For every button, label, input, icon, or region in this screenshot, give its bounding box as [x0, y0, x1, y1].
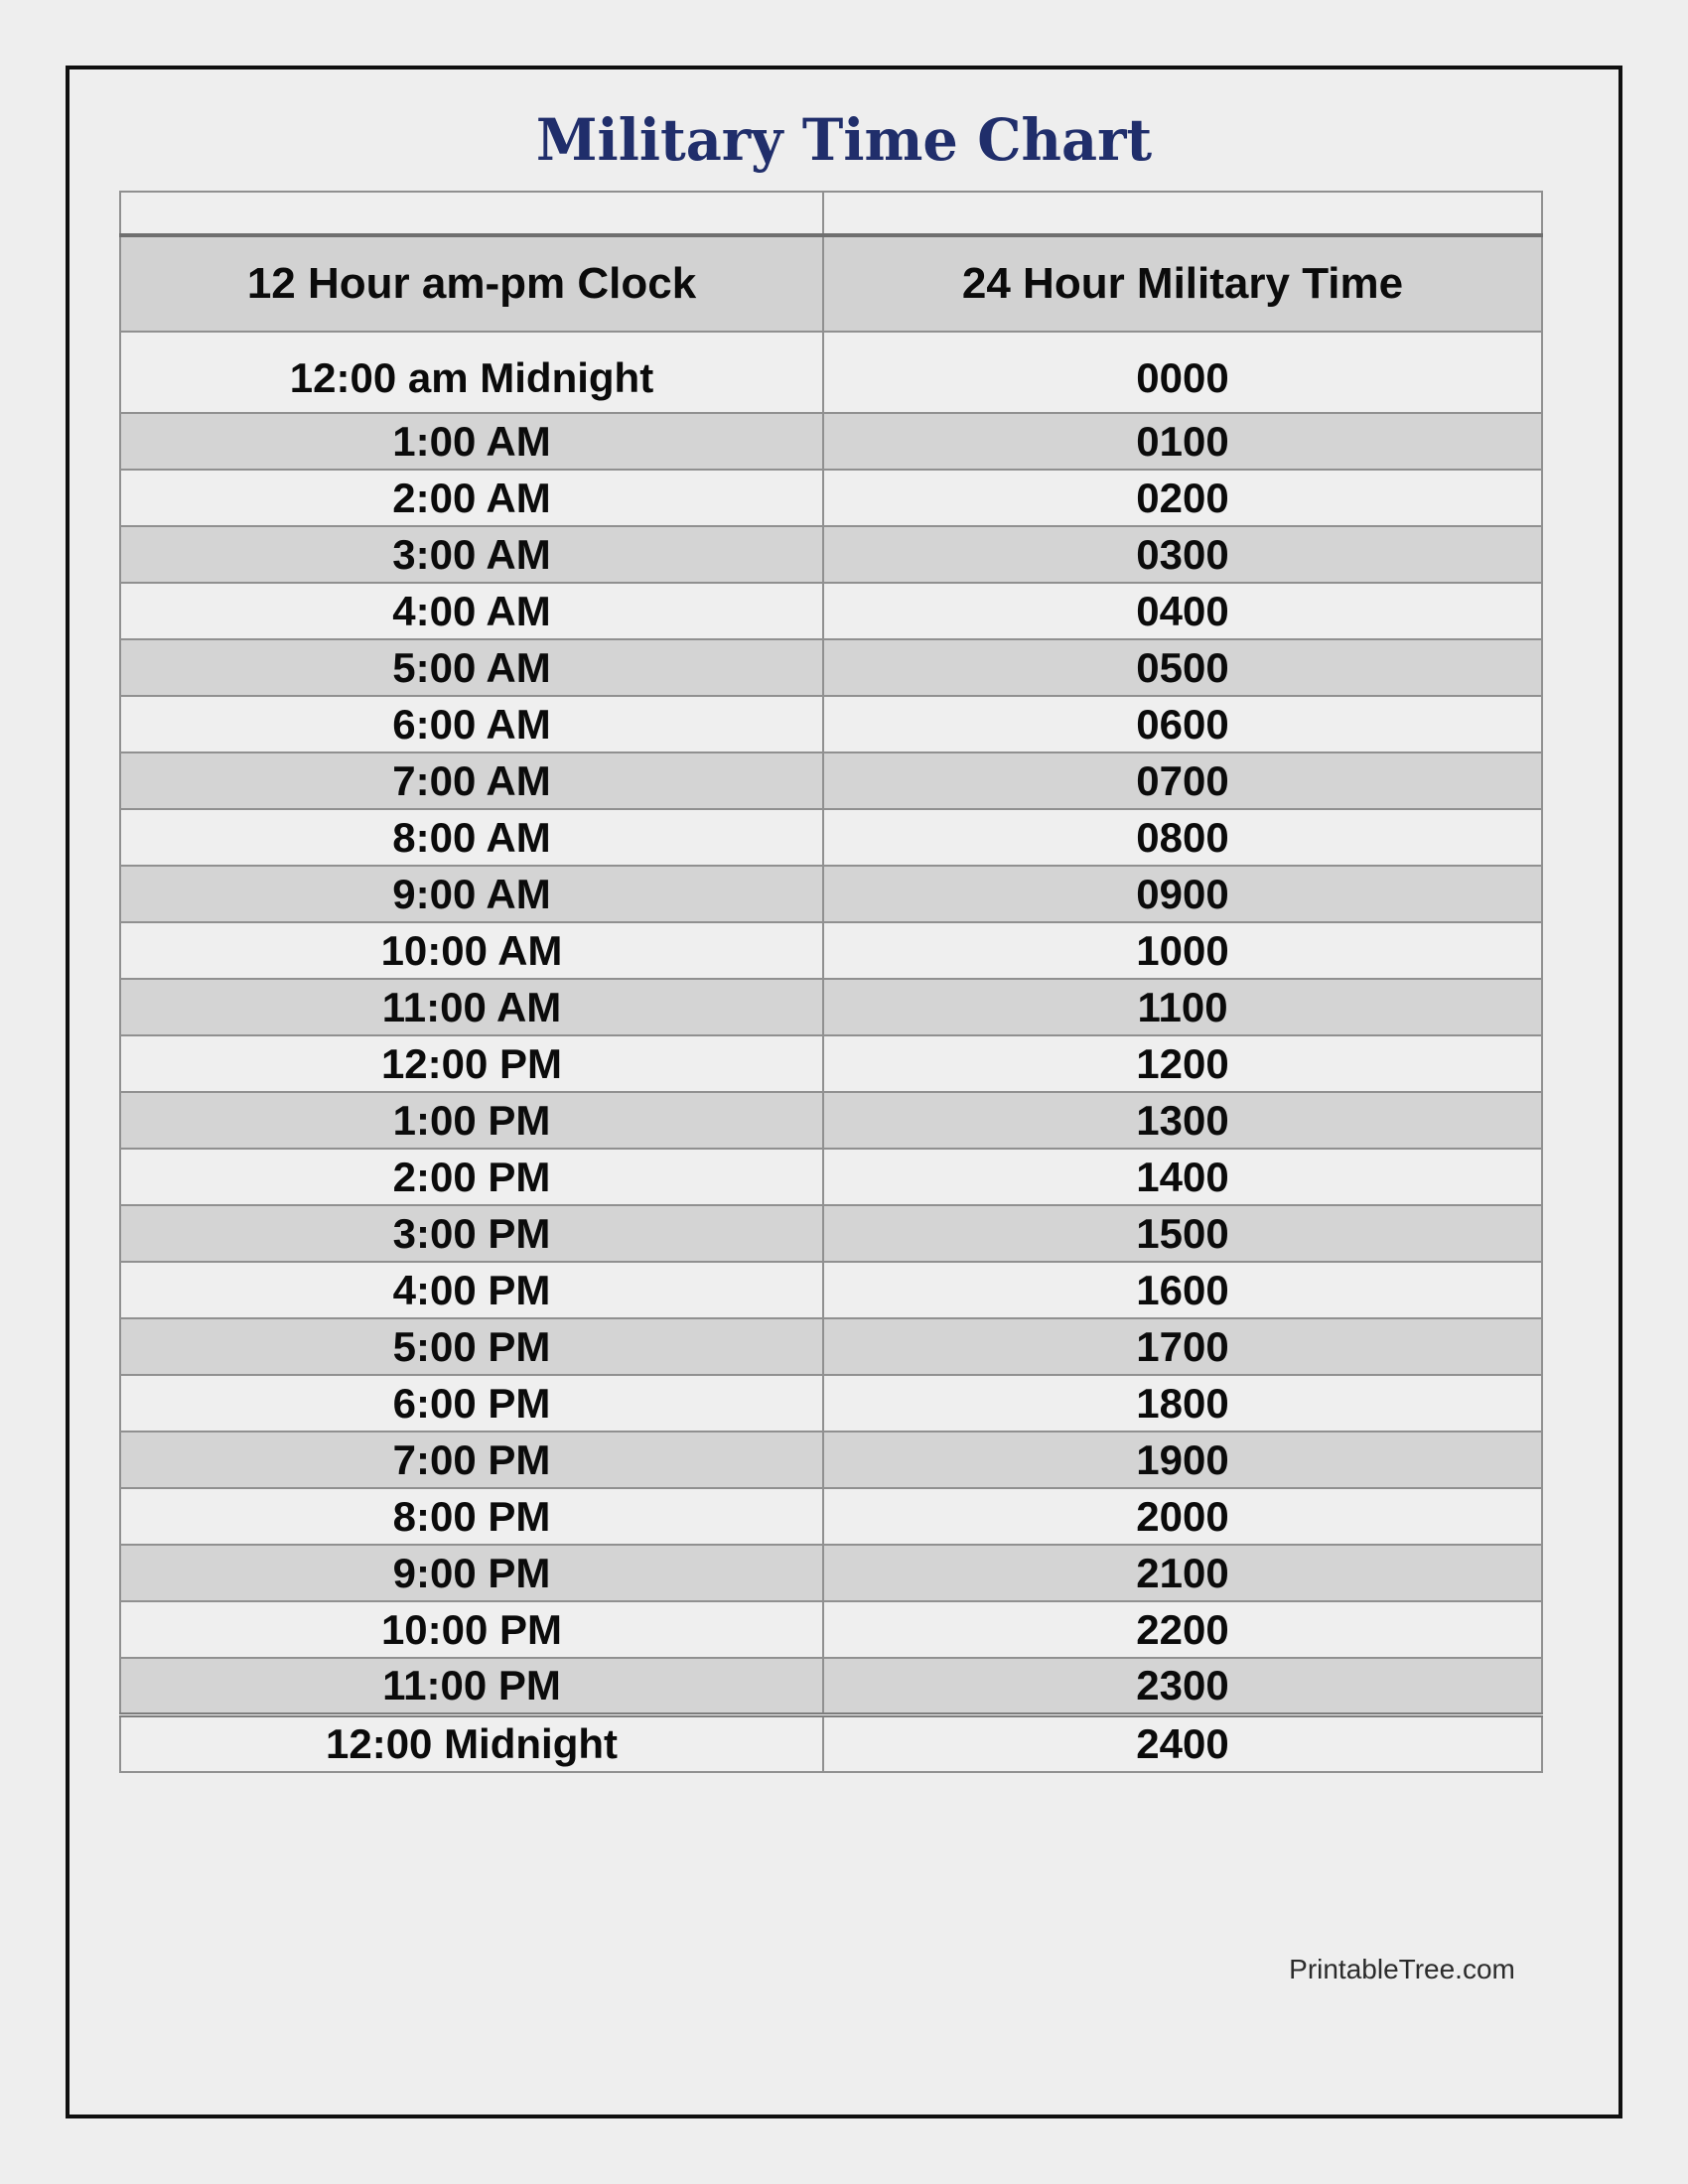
clock-cell: 4:00 PM: [120, 1262, 823, 1318]
clock-cell: 10:00 AM: [120, 922, 823, 979]
table-row: [120, 752, 1542, 809]
military-cell: 2300: [823, 1658, 1542, 1714]
clock-cell: 1:00 PM: [120, 1092, 823, 1149]
table-row: [120, 1488, 1542, 1545]
table-row: [120, 1035, 1542, 1092]
military-cell: 1700: [823, 1318, 1542, 1375]
column-header-24hour: 24 Hour Military Time: [823, 235, 1542, 332]
clock-cell: 4:00 AM: [120, 583, 823, 639]
table-row: [120, 1262, 1542, 1318]
clock-cell: 11:00 AM: [120, 979, 823, 1035]
military-cell: 0000: [823, 332, 1542, 413]
military-cell: 2400: [823, 1714, 1542, 1772]
table-row: [120, 639, 1542, 696]
clock-cell: 8:00 PM: [120, 1488, 823, 1545]
clock-cell: 6:00 AM: [120, 696, 823, 752]
clock-cell: 3:00 AM: [120, 526, 823, 583]
military-cell: 0500: [823, 639, 1542, 696]
table-row: [120, 809, 1542, 866]
clock-cell: 9:00 PM: [120, 1545, 823, 1601]
military-cell: 1100: [823, 979, 1542, 1035]
military-cell: 0800: [823, 809, 1542, 866]
military-cell: 2100: [823, 1545, 1542, 1601]
military-cell: 1900: [823, 1432, 1542, 1488]
clock-cell: 7:00 PM: [120, 1432, 823, 1488]
military-cell: 1300: [823, 1092, 1542, 1149]
military-cell: 0700: [823, 752, 1542, 809]
military-cell: 0100: [823, 413, 1542, 470]
clock-cell: 12:00 PM: [120, 1035, 823, 1092]
table-row: [120, 332, 1542, 413]
spacer-row: [120, 192, 1542, 235]
table-row: [120, 1092, 1542, 1149]
clock-cell: 7:00 AM: [120, 752, 823, 809]
military-cell: 1600: [823, 1262, 1542, 1318]
table-row: [120, 1545, 1542, 1601]
clock-cell: 2:00 AM: [120, 470, 823, 526]
military-cell: 1500: [823, 1205, 1542, 1262]
clock-cell: 10:00 PM: [120, 1601, 823, 1658]
page-title-text: Military Time Chart: [535, 106, 1153, 174]
table-row: [120, 1601, 1542, 1658]
clock-cell: 9:00 AM: [120, 866, 823, 922]
table-row: [120, 1658, 1542, 1714]
military-cell: 1400: [823, 1149, 1542, 1205]
clock-cell: 5:00 PM: [120, 1318, 823, 1375]
military-cell: 0600: [823, 696, 1542, 752]
military-cell: 0200: [823, 470, 1542, 526]
clock-cell: 6:00 PM: [120, 1375, 823, 1432]
military-cell: 0900: [823, 866, 1542, 922]
military-cell: 1000: [823, 922, 1542, 979]
table-row: [120, 413, 1542, 470]
clock-cell: 12:00 Midnight: [120, 1714, 823, 1772]
military-cell: 2200: [823, 1601, 1542, 1658]
column-header-12hour: 12 Hour am-pm Clock: [120, 235, 823, 332]
table-row: [120, 470, 1542, 526]
military-time-table: [119, 191, 1543, 1773]
table-row: [120, 1318, 1542, 1375]
military-cell: 0300: [823, 526, 1542, 583]
military-cell: 1800: [823, 1375, 1542, 1432]
table-row: [120, 866, 1542, 922]
table-row: [120, 526, 1542, 583]
clock-cell: 2:00 PM: [120, 1149, 823, 1205]
clock-cell: 1:00 AM: [120, 413, 823, 470]
table-row: [120, 979, 1542, 1035]
footer-site-name: PrintableTree.com: [1289, 1954, 1515, 1984]
spacer-cell: [823, 192, 1542, 235]
clock-cell: 11:00 PM: [120, 1658, 823, 1714]
clock-cell: 5:00 AM: [120, 639, 823, 696]
military-cell: 2000: [823, 1488, 1542, 1545]
table-row: [120, 922, 1542, 979]
header-row: [120, 235, 1542, 332]
table-row: [120, 1149, 1542, 1205]
spacer-cell: [120, 192, 823, 235]
clock-cell: 12:00 am Midnight: [120, 332, 823, 413]
table-row: [120, 1205, 1542, 1262]
table-row: [120, 696, 1542, 752]
military-cell: 0400: [823, 583, 1542, 639]
clock-cell: 3:00 PM: [120, 1205, 823, 1262]
page-title: [66, 106, 1622, 174]
table-row: [120, 1375, 1542, 1432]
table-row: [120, 1714, 1542, 1772]
clock-cell: 8:00 AM: [120, 809, 823, 866]
table-row: [120, 583, 1542, 639]
table-row: [120, 1432, 1542, 1488]
military-cell: 1200: [823, 1035, 1542, 1092]
